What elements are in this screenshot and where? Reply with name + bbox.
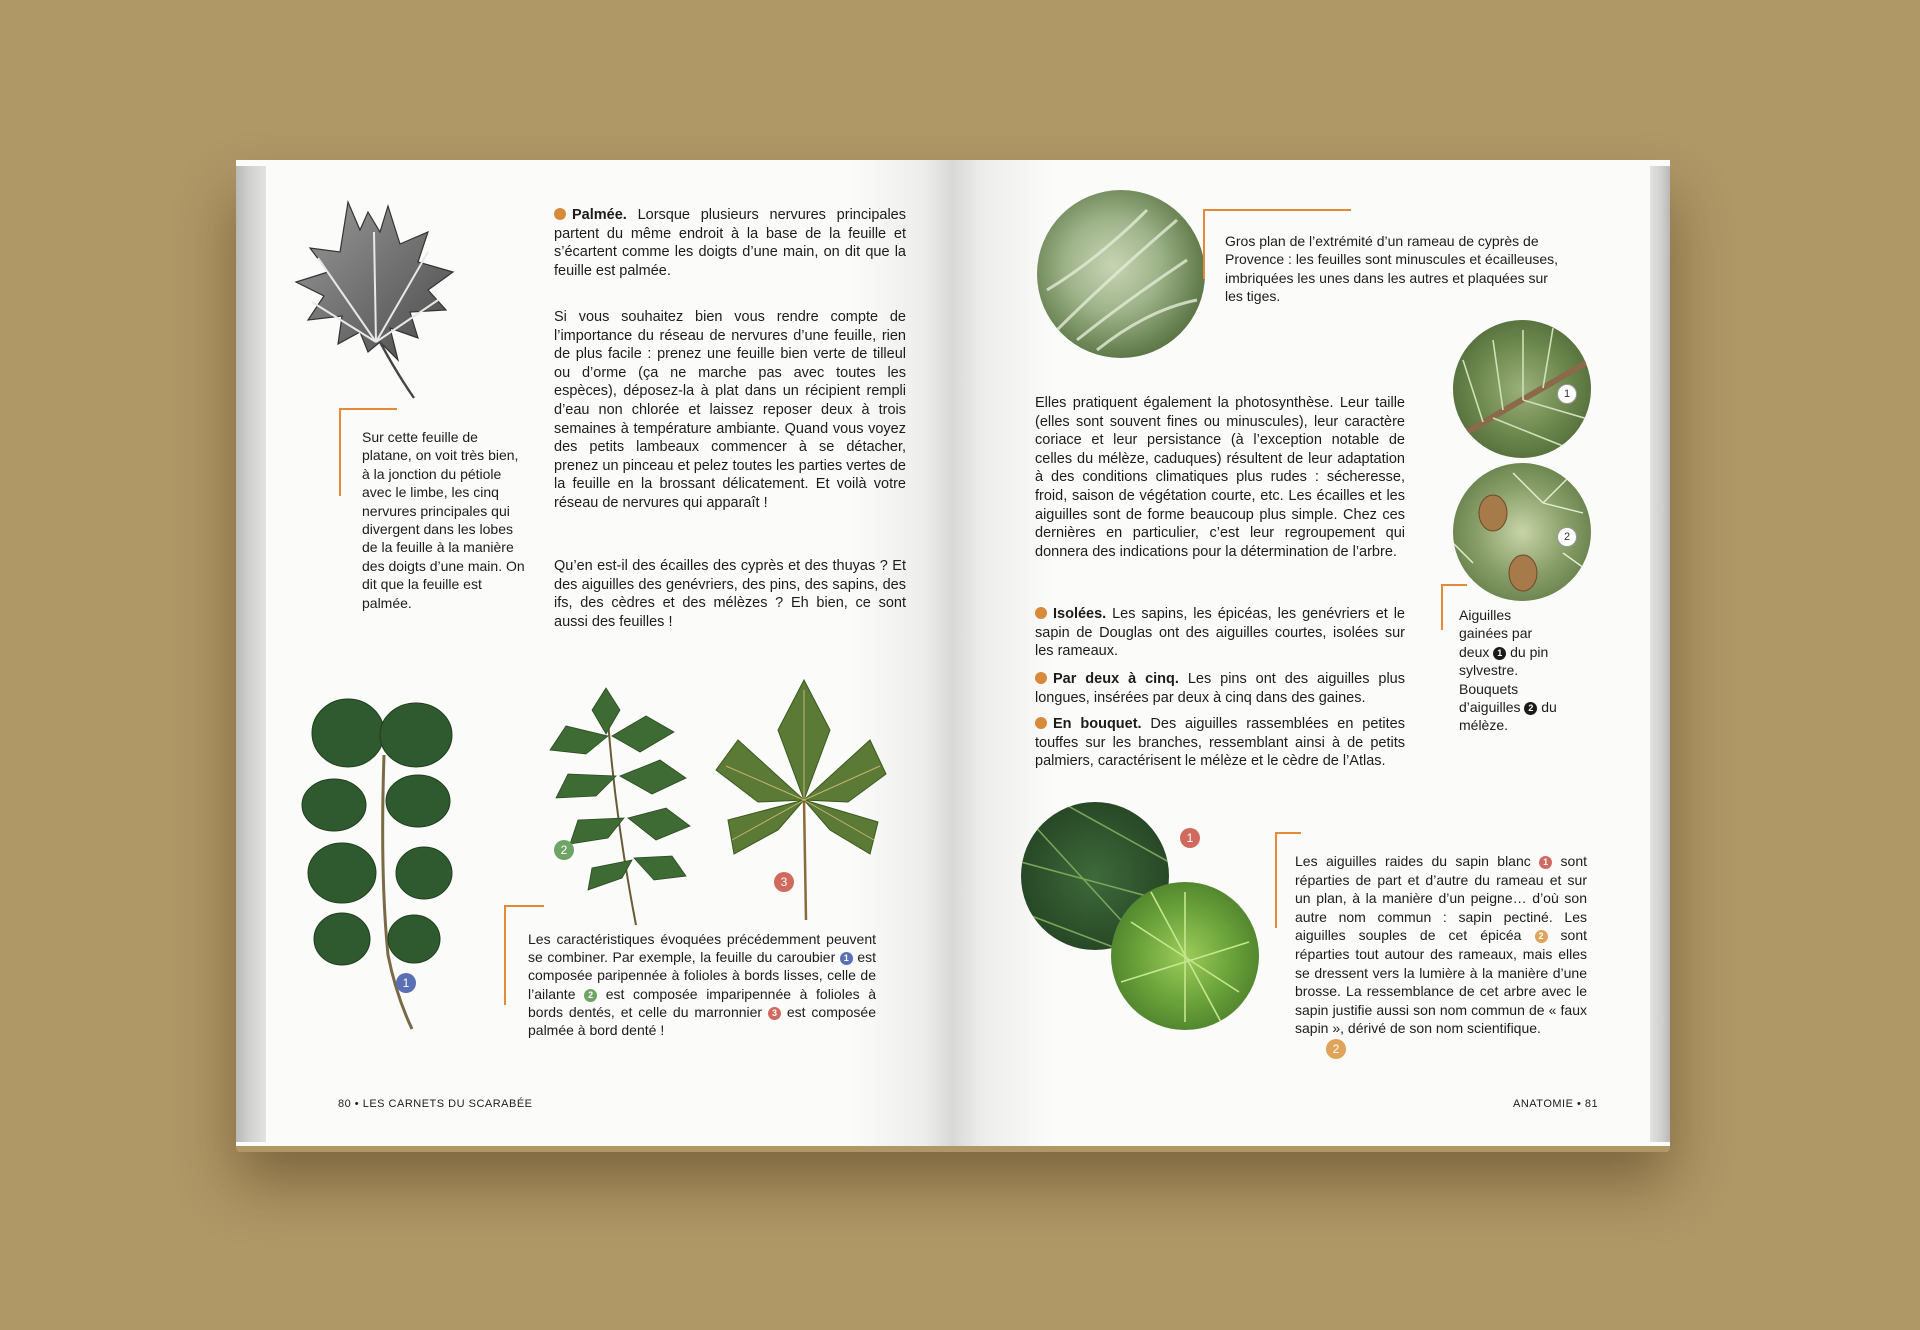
combo-text: est composée paripennée à folioles à bords lisses, celle de l’ailante bbox=[528, 949, 876, 1002]
bouquet-paragraph bbox=[1035, 715, 1405, 771]
open-book bbox=[236, 160, 1670, 1146]
number-1-marker: 1 bbox=[1539, 856, 1552, 869]
photo-number-1: 1 bbox=[1557, 384, 1577, 404]
caption-text: du pin sylvestre. Bouquets d’aiguilles bbox=[1459, 643, 1549, 716]
carob-leaf-photo bbox=[296, 695, 456, 1040]
number-2-marker: 2 bbox=[584, 989, 597, 1002]
palmee-paragraph bbox=[554, 206, 906, 280]
number-2-marker: 2 bbox=[1524, 702, 1537, 715]
nervures-paragraph: Si vous souhaitez bien vous rendre compte de l’importance du réseau de nervures d’une feuille, rien de plus facile : prenez une feuille bien verte de tilleul ou d’orme (ça ne marche pas avec toutes les espèces), déposez-la à plat dans un récipient rempli d’eau non chlorée et laissez reposer deux à trois semaines à température ambiante. Quand vous voyez des petits lambeaux commencer à se détacher, prenez un pinceau et pelez toutes les parties vertes de la feuille en la brossant délicatement. Et voilà votre réseau de nervures qui apparaît ! bbox=[554, 309, 906, 511]
page-edge bbox=[236, 166, 266, 1142]
horse-chestnut-leaf-photo bbox=[708, 670, 888, 930]
plane-leaf-drawing bbox=[288, 192, 468, 412]
scots-pine-needles-photo bbox=[1453, 320, 1591, 458]
bullet-icon bbox=[1035, 717, 1047, 729]
bullet-icon bbox=[1035, 672, 1047, 684]
caption-text: Aiguilles gainées par deux bbox=[1459, 607, 1533, 660]
palmee-text: Lorsque plusieurs nervures principales partent du même endroit à la base de la feuille et s’écartent comme les doigts d’une main, on dit que la feuille est palmée. bbox=[554, 207, 906, 279]
bullet-icon bbox=[1035, 607, 1047, 619]
right-page bbox=[953, 160, 1670, 1146]
caption-rule bbox=[1203, 209, 1351, 211]
page-footer-left: 80 • LES CARNETS DU SCARABÉE bbox=[338, 1098, 533, 1110]
fir-spruce-caption bbox=[1295, 852, 1587, 1038]
fir-number-1: 1 bbox=[1180, 828, 1200, 848]
combo-text: est composée imparipennée à folioles à bords dentés, et celle du marronnier bbox=[528, 985, 876, 1020]
ecailles-paragraph: Qu’en est-il des écailles des cyprès et des thuyas ? Et des aiguilles des genévriers, des pins, des sapins, des ifs, des cèdres et des mélèzes ? Eh bien, ce sont aussi des feuilles ! bbox=[554, 558, 906, 630]
cypress-photo bbox=[1037, 190, 1205, 358]
bouquet-title: En bouquet. bbox=[1053, 716, 1142, 732]
pardeux-paragraph bbox=[1035, 670, 1405, 707]
leaf-number-3: 3 bbox=[774, 872, 794, 892]
bullet-icon bbox=[554, 208, 566, 220]
caption-rule bbox=[1441, 584, 1443, 630]
caption-rule bbox=[1441, 584, 1467, 586]
photosynthesis-paragraph: Elles pratiquent également la photosynthèse. Leur taille (elles sont souvent fines ou minuscules), leur caractère coriace et leur persistance (à l’exception notable de celles du mélèze, caduques) résultent de leur adaptation à des conditions climatiques plus rudes : sécheresse, froid, saison de végétation courte, etc. Les écailles et les aiguilles sont de forme beaucoup plus simple. Chez ces dernières en particulier, c’est leur regroupement qui donnera des indications pour la détermination de l’arbre. bbox=[1035, 395, 1405, 560]
page-footer-right: ANATOMIE • 81 bbox=[1513, 1098, 1599, 1110]
spruce-photo bbox=[1111, 882, 1259, 1030]
caption-rule bbox=[504, 905, 506, 1005]
isolees-title: Isolées. bbox=[1053, 606, 1107, 622]
leaf-number-1: 1 bbox=[396, 973, 416, 993]
caption-text: sont réparties de part et d’autre du rameau et sur un plan, à la manière d’un peigne… d’où son autre nom commun : sapin pectiné. Les aiguilles souples de cet épicéa bbox=[1295, 853, 1587, 944]
left-page bbox=[236, 160, 953, 1146]
plane-leaf-caption: Sur cette feuille de platane, on voit très bien, à la jonction du pétiole avec le limbe, les cinq nervures principales qui divergent dans les lobes de la feuille à la manière des doigts d’une main. On dit que la feuille est palmée. bbox=[362, 429, 525, 611]
isolees-text: Les sapins, les épicéas, les genévriers et le sapin de Douglas ont des aiguilles courtes, isolées sur les rameaux. bbox=[1035, 606, 1405, 660]
isolees-paragraph bbox=[1035, 605, 1405, 661]
number-1-marker: 1 bbox=[840, 952, 853, 965]
palmee-title: Palmée. bbox=[572, 207, 627, 223]
photo-number-2: 2 bbox=[1557, 527, 1577, 547]
needles-caption bbox=[1459, 606, 1559, 735]
bouquet-text: Des aiguilles rassemblées en petites touffes sur les branches, ressemblant ainsi à de petits palmiers, caractérisent le mélèze et le cèdre de l’Atlas. bbox=[1035, 716, 1405, 770]
caption-rule bbox=[1203, 209, 1205, 279]
leaf-number-2: 2 bbox=[554, 840, 574, 860]
number-1-marker: 1 bbox=[1493, 647, 1506, 660]
caption-text: Les aiguilles raides du sapin blanc bbox=[1295, 853, 1540, 869]
combo-text: Les caractéristiques évoquées précédemment peuvent se combiner. Par exemple, la feuille du caroubier bbox=[528, 931, 876, 966]
combination-caption bbox=[528, 930, 876, 1039]
fir-number-2: 2 bbox=[1326, 1039, 1346, 1059]
caption-text: sont réparties tout autour des rameaux, mais elles se dressent vers la lumière à la manière d’une brosse. La ressemblance de cet arbre avec le sapin justifie aussi son nom commun de « faux sapin », dérivé de son nom scientifique. bbox=[1295, 927, 1587, 1037]
caption-rule bbox=[1275, 832, 1301, 834]
caption-rule bbox=[504, 905, 544, 907]
caption-text: du mélèze. bbox=[1459, 699, 1557, 734]
number-3-marker: 3 bbox=[768, 1007, 781, 1020]
ailanthus-leaf-photo bbox=[536, 680, 701, 930]
pardeux-text: Les pins ont des aiguilles plus longues, insérées par deux à cinq dans des gaines. bbox=[1035, 671, 1405, 706]
caption-rule bbox=[339, 408, 397, 410]
cypress-caption: Gros plan de l’extrémité d’un rameau de cyprès de Provence : les feuilles sont minuscules et écailleuses, imbriquées les unes dans les autres et plaquées sur les tiges. bbox=[1225, 233, 1559, 305]
number-2-marker: 2 bbox=[1535, 930, 1548, 943]
combo-text: est composée palmée à bord denté ! bbox=[528, 1003, 876, 1039]
page-edge bbox=[1650, 166, 1670, 1142]
caption-rule bbox=[339, 408, 341, 496]
pardeux-title: Par deux à cinq. bbox=[1053, 671, 1179, 687]
caption-rule bbox=[1275, 832, 1277, 928]
larch-needles-photo bbox=[1453, 463, 1591, 601]
